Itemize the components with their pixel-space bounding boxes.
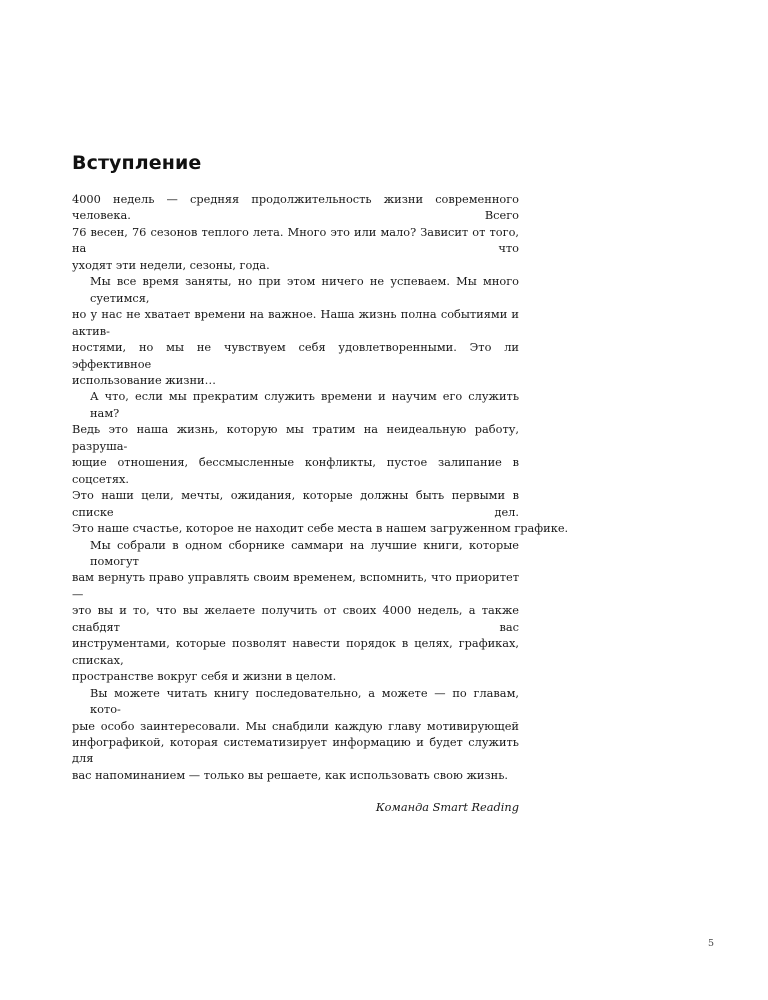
text-line: инструментами, которые позволят навести порядок в целях, графиках, списках, — [72, 636, 519, 667]
text-line: пространстве вокруг себя и жизни в целом. — [72, 669, 337, 684]
page-number: 5 — [708, 938, 715, 949]
text-line: ющие отношения, бессмысленные конфликты, пустое залипание в соцсетях. — [72, 455, 519, 486]
text-line: инфографикой, которая систематизирует информацию и будет служить для — [72, 734, 519, 766]
text-line: 4000 недель — средняя продолжительность жизни современного человека. Всего — [72, 192, 519, 223]
text-line: рые особо заинтересовали. Мы снабдили каждую главу мотивирующей — [72, 718, 519, 733]
section-heading: Вступление — [72, 152, 202, 174]
text-line: Вы можете читать книгу последовательно, а можете — по главам, кото- — [90, 685, 519, 717]
signature: Команда Smart Reading — [375, 800, 519, 815]
text-line: но у нас не хватает времени на важное. Наша жизнь полна событиями и актив- — [72, 307, 519, 338]
text-line: Ведь это наша жизнь, которую мы тратим на неидеальную работу, разруша- — [72, 422, 519, 453]
paragraph-4 — [72, 537, 519, 685]
text-line: использование жизни… — [72, 372, 216, 387]
text-line: уходят эти недели, сезоны, года. — [72, 257, 270, 272]
text-line: ностями, но мы не чувствуем себя удовлетворенными. Это ли эффективное — [72, 340, 519, 371]
text-line: Это наши цели, мечты, ожидания, которые должны быть первыми в списке дел. — [72, 488, 519, 519]
text-line: Мы собрали в одном сборнике саммари на лучшие книги, которые помогут — [90, 537, 519, 568]
paragraph-1 — [72, 191, 519, 273]
body-text — [72, 191, 569, 816]
text-line: 76 весен, 76 сезонов теплого лета. Много это или мало? Зависит от того, на что — [72, 224, 519, 256]
paragraph-2 — [72, 273, 519, 388]
text-line: А что, если мы прекратим служить времени и научим его служить нам? — [90, 389, 519, 420]
text-line: вам вернуть право управлять своим временем, вспомнить, что приоритет — — [72, 570, 519, 601]
paragraph-5 — [72, 685, 519, 784]
text-line: Мы все время заняты, но при этом ничего не успеваем. Мы много суетимся, — [90, 274, 519, 305]
text-line: Это наше счастье, которое не находит себе места в нашем загруженном графике. — [72, 521, 569, 536]
paragraph-3 — [72, 388, 569, 536]
text-line: вас напоминанием — только вы решаете, как использовать свою жизнь. — [72, 767, 509, 782]
text-line: это вы и то, что вы желаете получить от своих 4000 недель, а также снабдят вас — [72, 603, 519, 634]
